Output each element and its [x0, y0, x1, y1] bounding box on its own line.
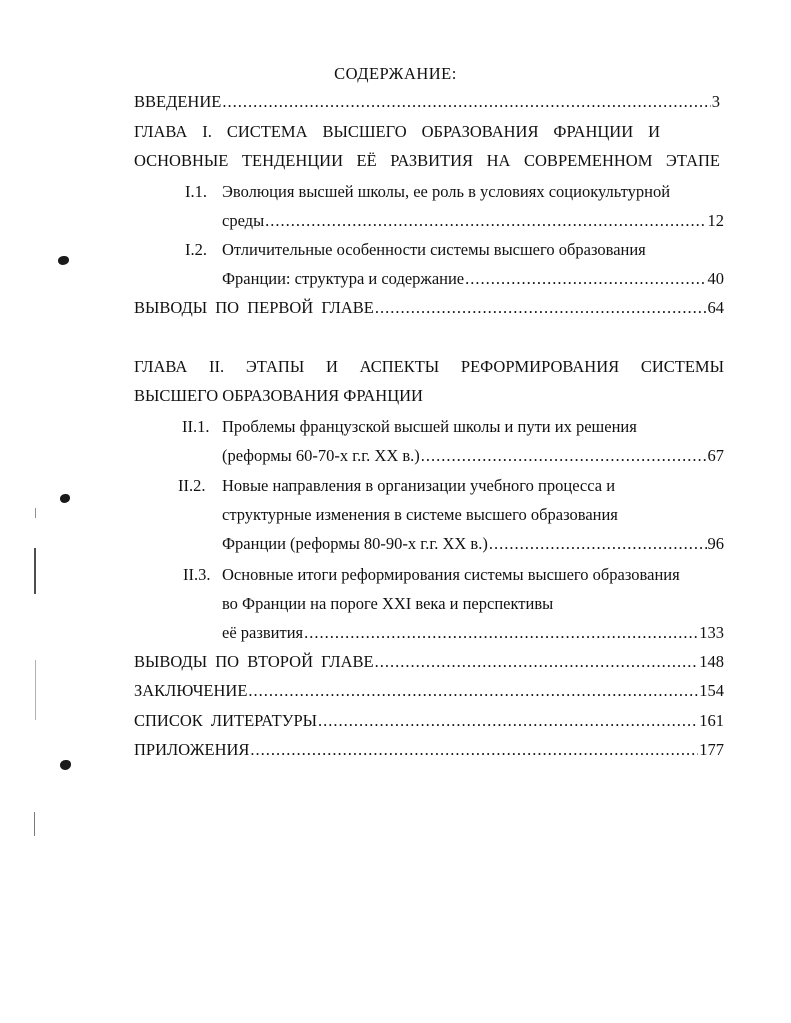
scan-streak-4: [34, 812, 35, 836]
scan-blot-2: [60, 494, 70, 503]
toc-entry-page: 133: [699, 623, 724, 642]
dot-leader: [375, 652, 699, 672]
section-2-3-title-line-2[interactable]: во Франции на пороге XXI века и перспективы: [222, 594, 554, 613]
toc-entry-page: 3: [711, 92, 720, 111]
toc-entry-section-2-1[interactable]: [222, 446, 724, 466]
toc-entry-intro[interactable]: [134, 92, 720, 112]
dot-leader: [222, 92, 710, 112]
dot-leader: [248, 681, 698, 701]
dot-leader: [265, 211, 706, 231]
section-2-3-number: II.3.: [183, 565, 211, 584]
chapter-1-heading-line-2[interactable]: ОСНОВНЫЕ ТЕНДЕНЦИИ ЕЁ РАЗВИТИЯ НА СОВРЕМЕННОМ ЭТАПЕ: [134, 151, 720, 170]
section-2-1-title-line-1[interactable]: Проблемы французской высшей школы и пути их решения: [222, 417, 637, 436]
section-2-3-title-line-1[interactable]: Основные итоги реформирования системы высшего образования: [222, 565, 680, 584]
dot-leader: [465, 269, 706, 289]
toc-entry-page: 161: [699, 711, 724, 730]
chapter-1-heading-line-1[interactable]: ГЛАВА I. СИСТЕМА ВЫСШЕГО ОБРАЗОВАНИЯ ФРАНЦИИ И: [134, 122, 660, 141]
chapter-2-heading-line-1[interactable]: ГЛАВА II. ЭТАПЫ И АСПЕКТЫ РЕФОРМИРОВАНИЯ СИСТЕМЫ: [134, 357, 724, 376]
toc-entry-literature[interactable]: [134, 711, 724, 731]
dot-leader: [318, 711, 698, 731]
section-2-2-title-line-1[interactable]: Новые направления в организации учебного процесса и: [222, 476, 616, 495]
toc-entry-label: ВЫВОДЫ ПО ПЕРВОЙ ГЛАВЕ: [134, 298, 374, 317]
toc-entry-label: среды: [222, 211, 265, 230]
toc-entry-label: СПИСОК ЛИТЕРАТУРЫ: [134, 711, 318, 730]
toc-entry-appendix[interactable]: [134, 740, 724, 760]
dot-leader: [421, 446, 707, 466]
toc-entry-section-1-2[interactable]: [222, 269, 724, 289]
toc-entry-section-2-3[interactable]: [222, 623, 724, 643]
toc-entry-conclusions-ch1[interactable]: [134, 298, 724, 318]
toc-entry-label: (реформы 60-70-х г.г. XX в.): [222, 446, 420, 465]
toc-entry-label: её развития: [222, 623, 304, 642]
dot-leader: [250, 740, 698, 760]
section-2-2-title-line-2[interactable]: структурные изменения в системе высшего образования: [222, 505, 618, 524]
section-1-2-number: I.2.: [185, 240, 207, 259]
section-1-1-number: I.1.: [185, 182, 207, 201]
dot-leader: [489, 534, 707, 554]
toc-entry-conclusion[interactable]: [134, 681, 724, 701]
toc-entry-page: 67: [707, 446, 724, 465]
toc-entry-page: 154: [699, 681, 724, 700]
toc-entry-label: ВЫВОДЫ ПО ВТОРОЙ ГЛАВЕ: [134, 652, 374, 671]
toc-entry-label: Франции: структура и содержание: [222, 269, 465, 288]
section-1-2-title-line-1[interactable]: Отличительные особенности системы высшего образования: [222, 240, 646, 259]
toc-entry-page: 96: [707, 534, 724, 553]
toc-entry-label: ПРИЛОЖЕНИЯ: [134, 740, 250, 759]
page-title: СОДЕРЖАНИЕ:: [334, 64, 457, 83]
section-2-2-number: II.2.: [178, 476, 206, 495]
toc-entry-page: 64: [707, 298, 724, 317]
section-1-1-title-line-1[interactable]: Эволюция высшей школы, ее роль в условиях социокультурной: [222, 182, 671, 201]
toc-entry-conclusions-ch2[interactable]: [134, 652, 724, 672]
toc-entry-section-2-2[interactable]: [222, 534, 724, 554]
toc-entry-page: 40: [707, 269, 724, 288]
toc-entry-page: 12: [707, 211, 724, 230]
toc-entry-page: 148: [699, 652, 724, 671]
toc-entry-page: 177: [699, 740, 724, 759]
scan-streak-3: [35, 660, 36, 720]
toc-entry-label: Франции (реформы 80-90-х г.г. XX в.): [222, 534, 488, 553]
chapter-2-heading-line-2[interactable]: ВЫСШЕГО ОБРАЗОВАНИЯ ФРАНЦИИ: [134, 386, 423, 405]
scan-blot-3: [60, 760, 71, 770]
scan-streak-2: [34, 548, 36, 594]
toc-entry-label: ЗАКЛЮЧЕНИЕ: [134, 681, 248, 700]
dot-leader: [304, 623, 698, 643]
dot-leader: [375, 298, 707, 318]
scan-blot-1: [58, 256, 69, 265]
toc-entry-section-1-1[interactable]: [222, 211, 724, 231]
section-2-1-number: II.1.: [182, 417, 210, 436]
toc-entry-label: ВВЕДЕНИЕ: [134, 92, 222, 111]
scan-streak-1: [35, 508, 36, 518]
